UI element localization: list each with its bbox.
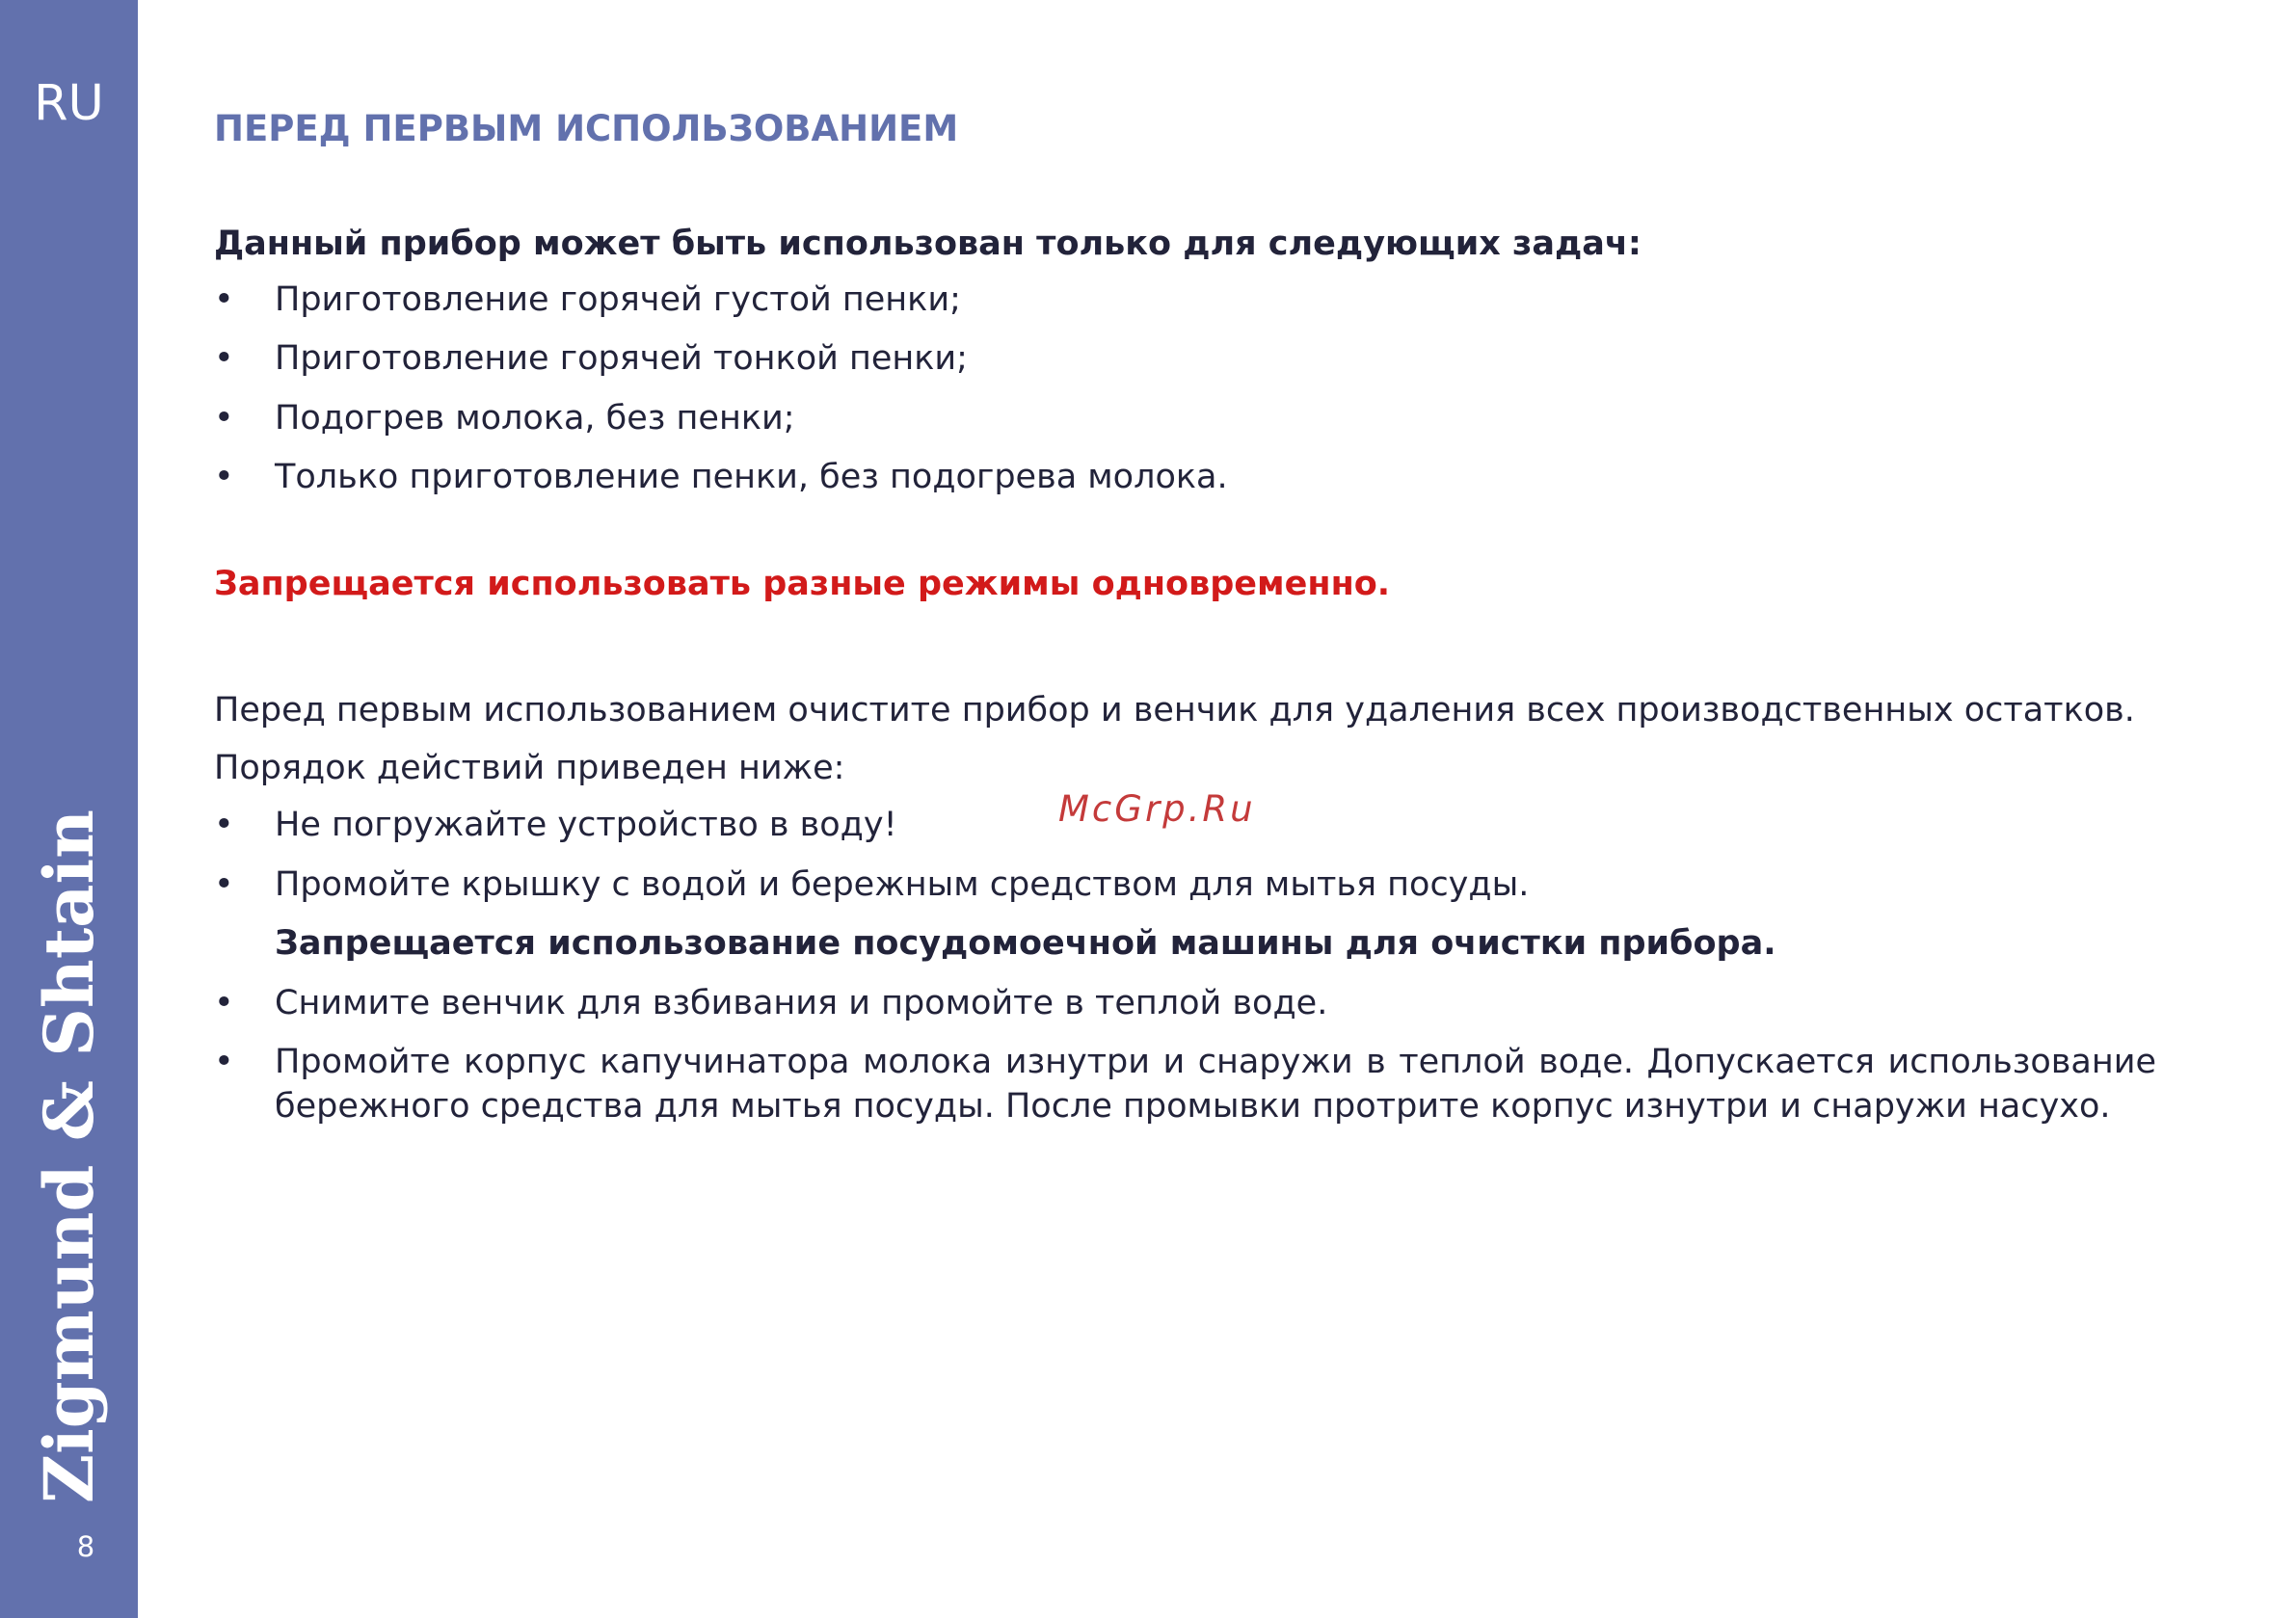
list-item (214, 863, 2156, 967)
dishwasher-note: Запрещается использование посудомоечной машины для очистки прибора. (275, 924, 1776, 964)
bullet-icon: • (214, 339, 234, 379)
sidebar (0, 0, 138, 1618)
bullet-icon: • (214, 864, 234, 904)
list-item-text: Только приготовление пенки, без подогрева молока. (275, 458, 1228, 497)
cleaning-order: Порядок действий приведен ниже: (214, 748, 845, 787)
modes-warning: Запрещается использовать разные режимы одновременно. (214, 564, 1391, 603)
bullet-icon: • (214, 458, 234, 497)
bullet-icon: • (214, 806, 234, 845)
bullet-icon: • (214, 279, 234, 319)
list-item-text: Подогрев молока, без пенки; (275, 398, 795, 438)
tasks-list (214, 279, 2156, 500)
tasks-lead: Данный прибор может быть использован только для следующих задач: (214, 225, 1642, 264)
language-label: RU (34, 75, 104, 132)
list-item-text: Не погружайте устройство в воду! (275, 806, 897, 845)
page-number: 8 (76, 1530, 95, 1563)
list-item-text: Снимите венчик для взбивания и промойте в теплой воде. (275, 983, 1328, 1022)
list-item-text-line: Промойте корпус капучинатора молока изнутри и снаружи в теплой воде. Допускается использование (275, 1043, 2156, 1082)
list-item-text: Приготовление горячей густой пенки; (275, 279, 961, 319)
bullet-icon: • (214, 983, 234, 1022)
cleaning-list (214, 804, 2156, 1128)
list-item (214, 279, 2156, 323)
section-title: ПЕРЕД ПЕРВЫМ ИСПОЛЬЗОВАНИЕМ (214, 108, 959, 149)
bullet-icon: • (214, 398, 234, 438)
cleaning-intro: Перед первым использованием очистите прибор и венчик для удаления всех производственных остатков. (214, 691, 2135, 730)
list-item (214, 397, 2156, 441)
list-item (214, 456, 2156, 500)
list-item (214, 982, 2156, 1026)
list-item (214, 337, 2156, 382)
watermark: McGrp.Ru (1058, 788, 1256, 830)
list-item (214, 804, 2156, 848)
brand-logo: Zigmund & Shtain (29, 809, 109, 1503)
list-item-text: Промойте крышку с водой и бережным средством для мытья посуды. (275, 864, 1530, 904)
bullet-icon: • (214, 1043, 234, 1082)
list-item (214, 1041, 2156, 1128)
list-item-text: Приготовление горячей тонкой пенки; (275, 339, 968, 379)
list-item-text-line: бережного средства для мытья посуды. После промывки протрите корпус изнутри и снаружи насухо. (275, 1086, 2111, 1126)
page-content (214, 106, 2156, 1144)
